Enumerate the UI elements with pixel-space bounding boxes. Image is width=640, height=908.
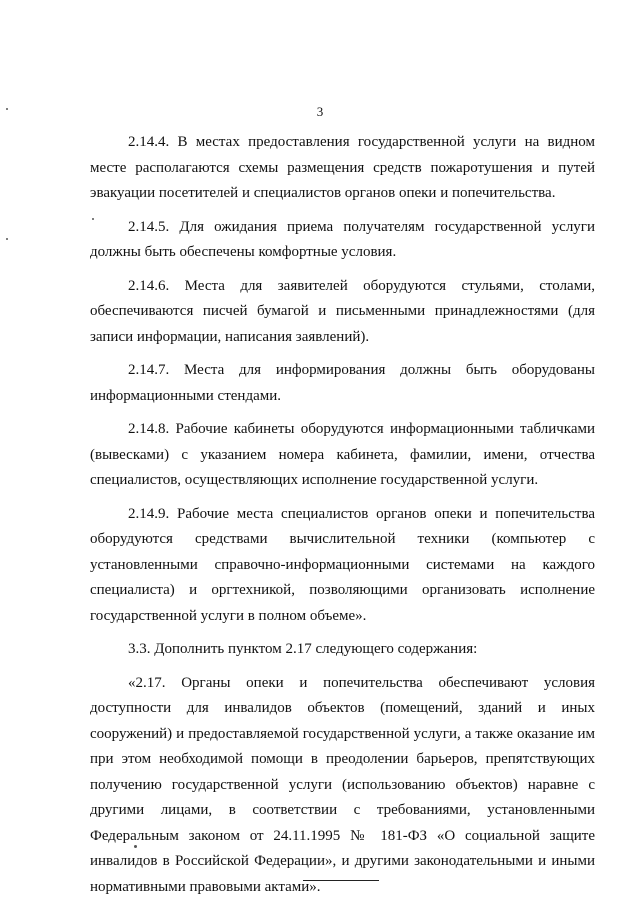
- scan-speck: [92, 218, 94, 220]
- paragraph-2-14-4: 2.14.4. В местах предоставления государственной услуги на видном месте располагаются схемы размещения средств пожаротушения и путей эвакуации посетителей и специалистов органов опеки и попечительства.: [90, 134, 595, 201]
- scan-speck: [6, 238, 8, 240]
- scan-speck: [134, 845, 137, 848]
- page-number: 3: [316, 104, 324, 119]
- paragraph-2-14-7: 2.14.7. Места для информирования должны быть оборудованы информационными стендами.: [90, 362, 595, 404]
- paragraph-3-3: 3.3. Дополнить пунктом 2.17 следующего содержания:: [128, 641, 478, 657]
- end-divider: [303, 880, 379, 881]
- paragraph-2-14-6: 2.14.6. Места для заявителей оборудуются стульями, столами, обеспечиваются писчей бумагой и письменными принадлежностями (для записи информации, написания заявлений).: [90, 277, 595, 345]
- paragraph-2-14-8: 2.14.8. Рабочие кабинеты оборудуются информационными табличками (вывесками) с указанием номера кабинета, фамилии, имени, отчества специалистов, осуществляющих исполнение государственной услуги.: [90, 421, 595, 488]
- paragraph-2-17: «2.17. Органы опеки и попечительства обеспечивают условия доступности для инвалидов объектов (помещений, зданий и иных сооружений) и предоставляемой государственной услуги, а также оказание им при этом необходимой помощи в преодолении барьеров, препятствующих получению государственной услуги (использованию объектов) наравне с другими лицами, в соответствии с требованиями, установленными Федеральным законом от 24.11.1995 № 181-ФЗ «О социальной защите инвалидов в Российской Федерации», и другими законодательными и иными нормативными правовыми актами».: [90, 674, 595, 895]
- paragraph-2-14-5: 2.14.5. Для ожидания приема получателям государственной услуги должны быть обеспечены комфортные условия.: [90, 218, 595, 260]
- scan-speck: [6, 108, 8, 110]
- document-body: [90, 130, 595, 908]
- paragraph-2-14-9: 2.14.9. Рабочие места специалистов органов опеки и попечительства оборудуются средствами вычислительной техники (компьютер с установленными справочно-информационными системами на каждого специалиста) и оргтехникой, позволяющими организовать исполнение государственной услуги в полном объеме».: [90, 505, 595, 624]
